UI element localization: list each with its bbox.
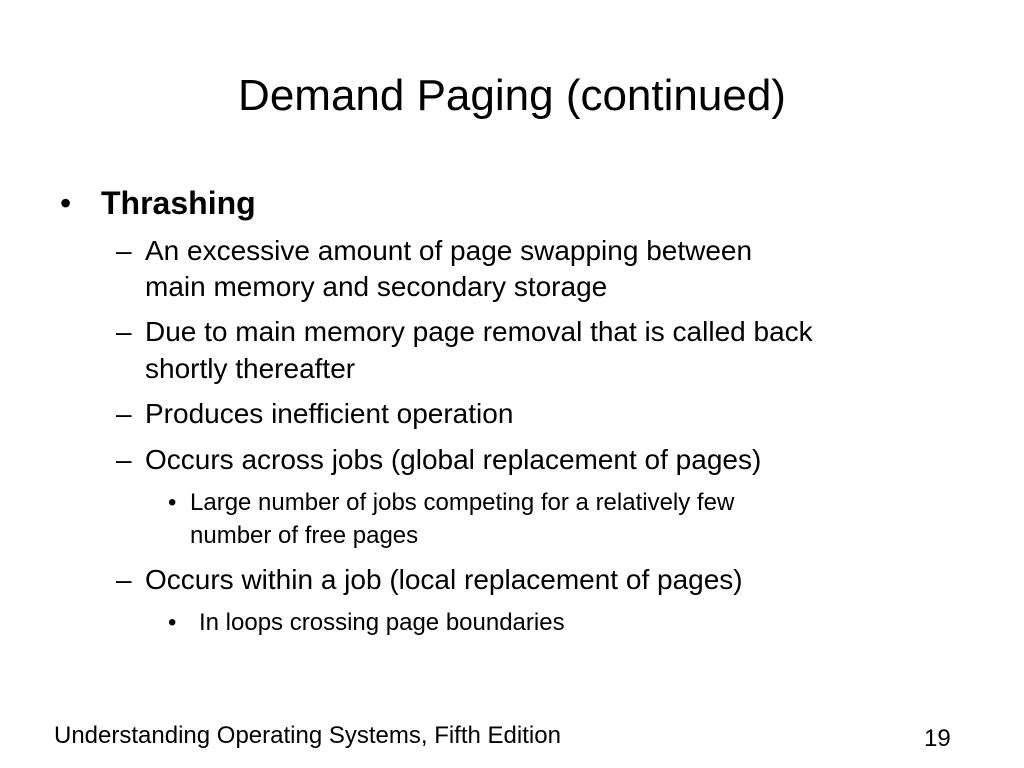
subbullet-across-jobs: Occurs across jobs (global replacement of pages) (145, 444, 762, 475)
bullet-thrashing: Thrashing (101, 185, 256, 221)
subbullet-within-job: Occurs within a job (local replacement of pages) (145, 564, 743, 595)
subsubbullet-large-number-line1: Large number of jobs competing for a relatively few (190, 489, 735, 516)
subbullet-removal-line2: shortly thereafter (145, 353, 356, 384)
dash-marker: – (116, 444, 132, 475)
dash-marker: – (116, 564, 132, 595)
dash-marker: – (116, 398, 132, 429)
dash-marker: – (116, 235, 132, 266)
subbullet-removal-line1: Due to main memory page removal that is called back (145, 316, 813, 347)
subbullet-excessive-line2: main memory and secondary storage (145, 271, 608, 302)
subsubbullet-large-number-line2: number of free pages (190, 522, 419, 549)
footer-book-title: Understanding Operating Systems, Fifth Edition (54, 722, 561, 749)
subsubbullet-loops: In loops crossing page boundaries (199, 609, 565, 636)
subbullet-inefficient: Produces inefficient operation (145, 398, 514, 429)
small-bullet-marker: • (168, 489, 177, 516)
footer-page-number: 19 (924, 725, 951, 752)
bullet-marker: • (60, 185, 72, 221)
subbullet-excessive-line1: An excessive amount of page swapping between (145, 235, 753, 266)
slide-title: Demand Paging (continued) (238, 71, 786, 120)
dash-marker: – (116, 316, 132, 347)
small-bullet-marker: • (168, 609, 177, 636)
